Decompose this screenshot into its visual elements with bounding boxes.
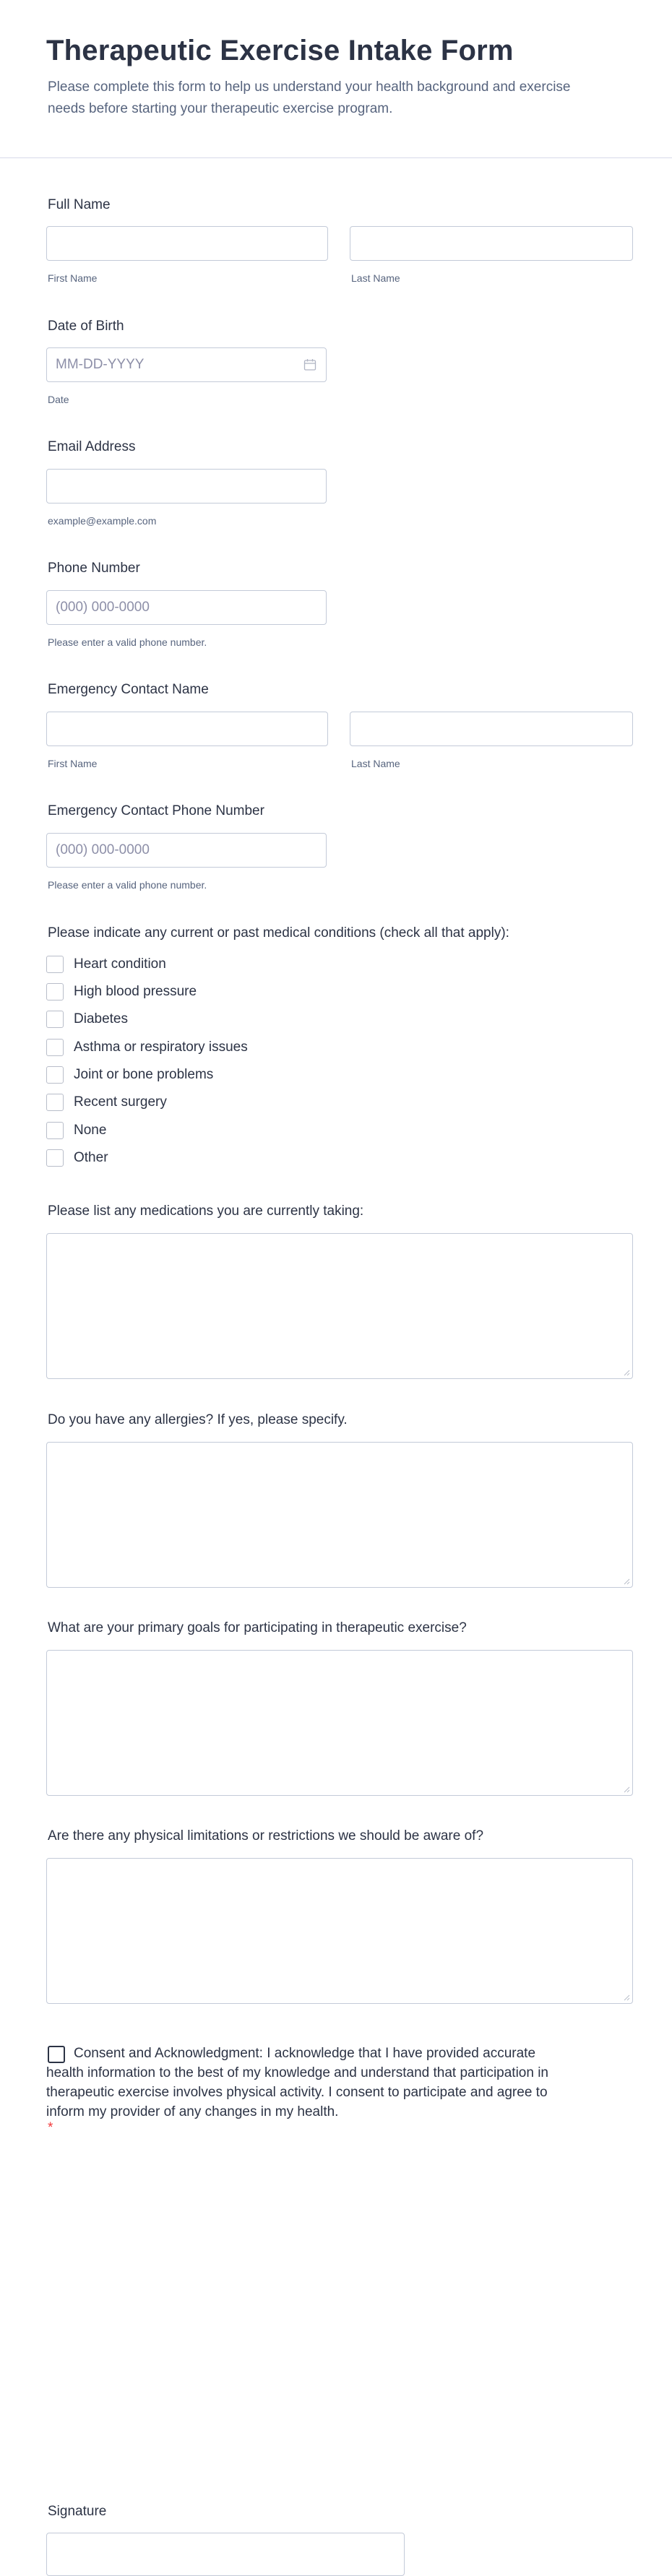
signature-label: Signature bbox=[48, 2504, 107, 2519]
condition-option[interactable] bbox=[46, 982, 197, 1002]
phone-input[interactable] bbox=[46, 590, 327, 625]
allergies-textarea[interactable] bbox=[46, 1442, 633, 1588]
condition-label: None bbox=[74, 1123, 107, 1138]
goals-label: What are your primary goals for participating in therapeutic exercise? bbox=[48, 1620, 467, 1635]
resize-handle-icon[interactable] bbox=[623, 1578, 630, 1585]
emergency-last-name-input[interactable] bbox=[350, 712, 633, 746]
calendar-icon[interactable] bbox=[303, 358, 316, 371]
dob-field bbox=[46, 347, 327, 382]
form-header bbox=[0, 0, 672, 158]
condition-option[interactable] bbox=[46, 954, 166, 974]
consent-checkbox[interactable] bbox=[48, 2046, 65, 2063]
limitations-textarea[interactable] bbox=[46, 1858, 633, 2004]
resize-handle-icon[interactable] bbox=[623, 1994, 630, 2001]
form-title: Therapeutic Exercise Intake Form bbox=[46, 35, 514, 66]
dob-sublabel: Date bbox=[48, 394, 69, 405]
checkbox[interactable] bbox=[46, 1039, 64, 1056]
emergency-phone-label: Emergency Contact Phone Number bbox=[48, 803, 264, 818]
checkbox[interactable] bbox=[46, 983, 64, 1000]
emergency-first-name-sublabel: First Name bbox=[48, 758, 98, 769]
condition-label: High blood pressure bbox=[74, 984, 197, 999]
full-name-label: Full Name bbox=[48, 197, 111, 212]
emergency-last-name-sublabel: Last Name bbox=[351, 758, 400, 769]
condition-option[interactable] bbox=[46, 1120, 106, 1141]
medications-textarea[interactable] bbox=[46, 1233, 633, 1379]
checkbox[interactable] bbox=[46, 956, 64, 973]
condition-label: Diabetes bbox=[74, 1011, 128, 1026]
resize-handle-icon[interactable] bbox=[623, 1369, 630, 1376]
last-name-input[interactable] bbox=[350, 226, 633, 261]
signature-pad[interactable] bbox=[46, 2533, 405, 2576]
medications-label: Please list any medications you are currently taking: bbox=[48, 1203, 364, 1219]
condition-label: Heart condition bbox=[74, 956, 166, 972]
condition-option[interactable] bbox=[46, 1037, 248, 1058]
condition-option[interactable] bbox=[46, 1092, 167, 1112]
condition-option[interactable] bbox=[46, 1148, 108, 1168]
consent-text: Consent and Acknowledgment: I acknowledge that I have provided accurate health information to the best of my knowledge and understand that participation in therapeutic exercise involves physical activity. I consent to participate and agree to inform my provider of any changes in my health. bbox=[46, 2046, 548, 2119]
checkbox[interactable] bbox=[46, 1122, 64, 1139]
goals-textarea[interactable] bbox=[46, 1650, 633, 1796]
limitations-label: Are there any physical limitations or restrictions we should be aware of? bbox=[48, 1828, 484, 1844]
emergency-first-name-input[interactable] bbox=[46, 712, 328, 746]
first-name-sublabel: First Name bbox=[48, 272, 98, 284]
phone-sublabel: Please enter a valid phone number. bbox=[48, 636, 207, 648]
allergies-label: Do you have any allergies? If yes, please specify. bbox=[48, 1412, 348, 1427]
first-name-input[interactable] bbox=[46, 226, 328, 261]
condition-label: Joint or bone problems bbox=[74, 1067, 214, 1082]
conditions-label: Please indicate any current or past medical conditions (check all that apply): bbox=[48, 925, 509, 941]
emergency-phone-input[interactable] bbox=[46, 833, 327, 868]
phone-label: Phone Number bbox=[48, 561, 140, 576]
email-input[interactable] bbox=[46, 469, 327, 503]
form-subtitle: Please complete this form to help us understand your health background and exercise needs before starting your therapeutic exercise program. bbox=[48, 79, 571, 116]
condition-option[interactable] bbox=[46, 1065, 213, 1085]
condition-label: Recent surgery bbox=[74, 1094, 167, 1110]
email-label: Email Address bbox=[48, 439, 136, 454]
condition-option[interactable] bbox=[46, 1009, 128, 1029]
required-mark: * bbox=[48, 2120, 53, 2135]
checkbox[interactable] bbox=[46, 1149, 64, 1167]
dob-input[interactable] bbox=[46, 347, 327, 382]
checkbox[interactable] bbox=[46, 1094, 64, 1111]
checkbox[interactable] bbox=[46, 1011, 64, 1028]
checkbox[interactable] bbox=[46, 1066, 64, 1084]
condition-label: Other bbox=[74, 1150, 108, 1165]
emergency-name-label: Emergency Contact Name bbox=[48, 682, 209, 697]
email-sublabel: example@example.com bbox=[48, 515, 157, 527]
dob-label: Date of Birth bbox=[48, 319, 124, 334]
emergency-phone-sublabel: Please enter a valid phone number. bbox=[48, 879, 207, 891]
resize-handle-icon[interactable] bbox=[623, 1786, 630, 1793]
condition-label: Asthma or respiratory issues bbox=[74, 1040, 248, 1055]
last-name-sublabel: Last Name bbox=[351, 272, 400, 284]
